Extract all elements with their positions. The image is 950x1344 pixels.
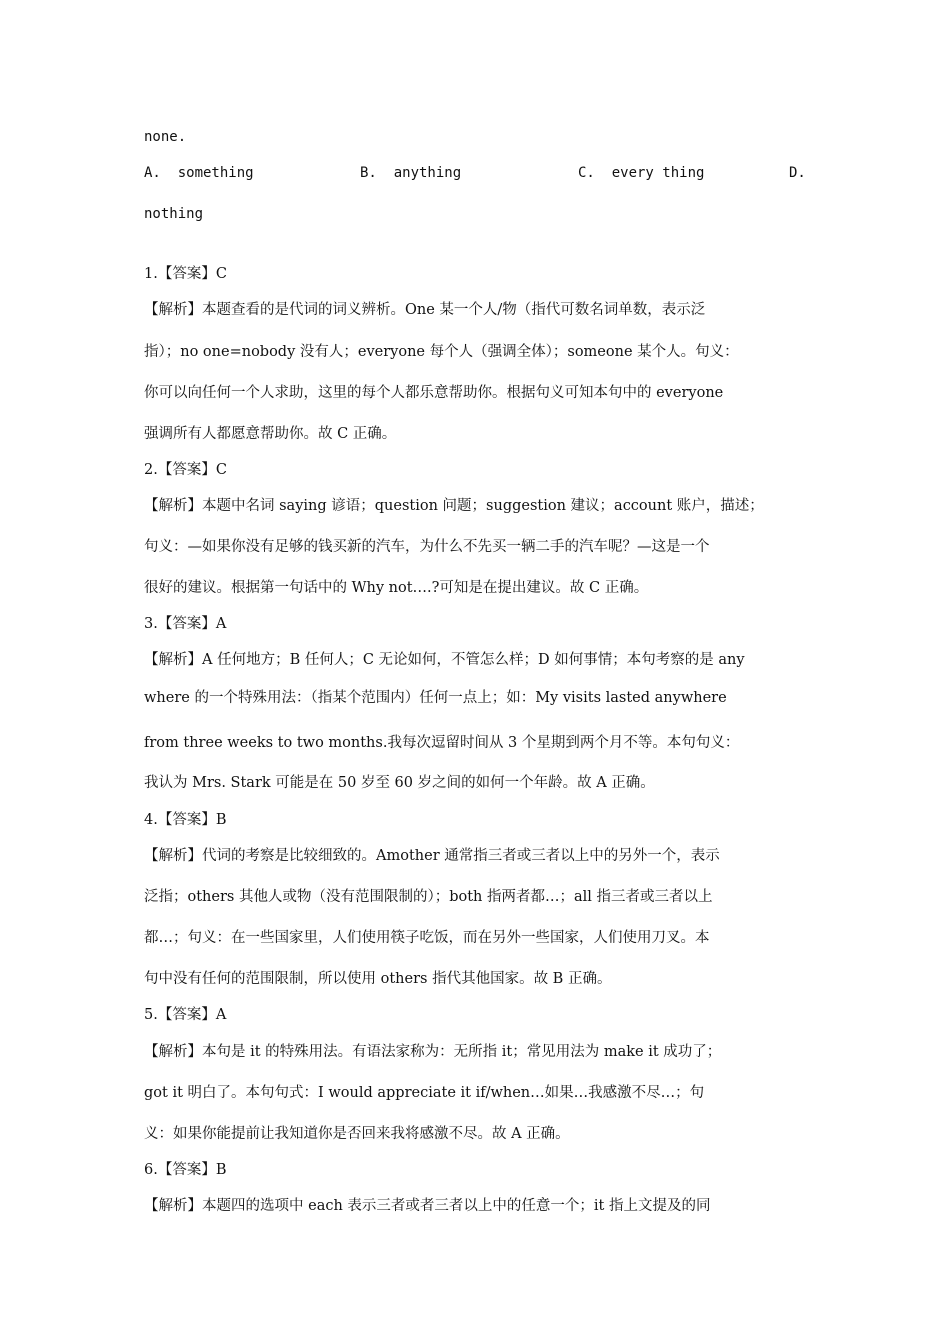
analysis-line: 很好的建议。根据第一句话中的 Why not….?可知是在提出建议。故 C 正确。 — [144, 580, 649, 596]
answer-header-5: 5.【答案】A — [144, 1007, 227, 1023]
analysis-line: where 的一个特殊用法：（指某个范围内）任何一点上；如：My visits lasted anywhere — [144, 690, 727, 706]
option-c: C. every thing — [578, 165, 705, 181]
analysis-line: 【解析】本题中名词 saying 谚语；question 问题；suggestion 建议；account 账户，描述； — [144, 498, 764, 514]
option-d-text: nothing — [144, 206, 204, 222]
analysis-line: 【解析】本题四的选项中 each 表示三者或者三者以上中的任意一个；it 指上文提及的同 — [144, 1198, 711, 1214]
analysis-line: 【解析】代词的考察是比较细致的。Amother 通常指三者或三者以上中的另外一个，表示 — [144, 848, 720, 864]
answer-header-3: 3.【答案】A — [144, 616, 227, 632]
analysis-line: 【解析】本句是 it 的特殊用法。有语法家称为：无所指 it；常见用法为 make it 成功了； — [144, 1044, 722, 1060]
answer-header-6: 6.【答案】B — [144, 1162, 227, 1178]
option-a: A. something — [144, 165, 254, 181]
options-row — [144, 163, 814, 183]
answer-header-4: 4.【答案】B — [144, 812, 227, 828]
analysis-line: 句义：—如果你没有足够的钱买新的汽车，为什么不先买一辆二手的汽车呢？—这是一个 — [144, 539, 710, 555]
analysis-line: from three weeks to two months.我每次逗留时间从 3 个星期到两个月不等。本句句义： — [144, 735, 740, 751]
answer-header-1: 1.【答案】C — [144, 266, 227, 282]
analysis-line: 义：如果你能提前让我知道你是否回来我将感激不尽。故 A 正确。 — [144, 1126, 570, 1142]
analysis-line: 句中没有任何的范围限制，所以使用 others 指代其他国家。故 B 正确。 — [144, 971, 612, 987]
answer-header-2: 2.【答案】C — [144, 462, 227, 478]
analysis-line: 你可以向任何一个人求助，这里的每个人都乐意帮助你。根据句义可知本句中的 everyone — [144, 385, 724, 401]
analysis-line: 【解析】A 任何地方；B 任何人；C 无论如何，不管怎么样；D 如何事情；本句考察的是 any — [144, 652, 745, 668]
option-d-letter: D. — [789, 165, 806, 181]
analysis-line: 【解析】本题查看的是代词的词义辨析。One 某一个人/物（指代可数名词单数，表示泛 — [144, 302, 706, 318]
question-stem-end: none. — [144, 129, 187, 145]
analysis-line: 都…；句义：在一些国家里，人们使用筷子吃饭，而在另外一些国家，人们使用刀叉。本 — [144, 930, 710, 946]
option-b: B. anything — [360, 165, 462, 181]
analysis-line: 强调所有人都愿意帮助你。故 C 正确。 — [144, 426, 397, 442]
analysis-line: got it 明白了。本句句式：I would appreciate it if/when…如果…我感激不尽…；句 — [144, 1085, 705, 1101]
analysis-line: 我认为 Mrs. Stark 可能是在 50 岁至 60 岁之间的如何一个年龄。故 A 正确。 — [144, 775, 655, 791]
analysis-line: 指）；no one=nobody 没有人；everyone 每个人（强调全体）；someone 某个人。句义： — [144, 344, 739, 360]
analysis-line: 泛指；others 其他人或物（没有范围限制的）；both 指两者都…；all 指三者或三者以上 — [144, 889, 713, 905]
